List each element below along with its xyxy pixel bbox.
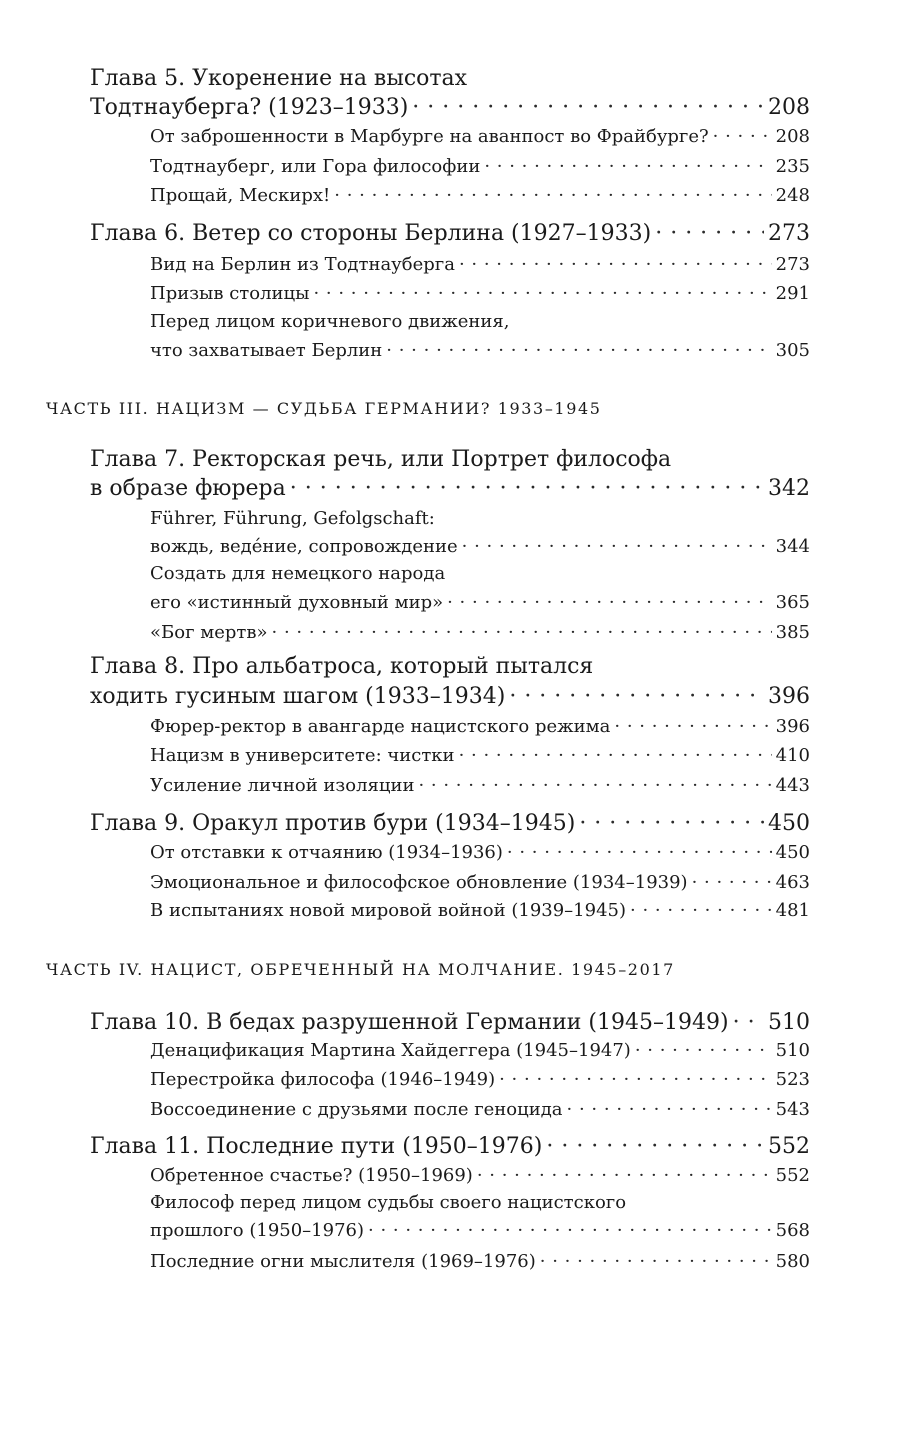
page-number: 543	[775, 1099, 810, 1120]
chapter-title: Глава 10. В бедах разрушенной Германии (1945–1949)	[90, 1010, 729, 1035]
page-number: 248	[775, 185, 810, 206]
page-number: 523	[775, 1069, 810, 1090]
toc-section-line	[150, 508, 810, 529]
dot-leader	[447, 592, 772, 613]
section-title: Эмоциональное и философское обновление (1934–1939)	[150, 872, 688, 893]
toc-chapter-line	[90, 221, 810, 246]
dot-leader	[334, 185, 771, 206]
section-title: Führer, Führung, Gefolgschaft:	[150, 508, 435, 529]
toc-chapter-line	[90, 1134, 810, 1159]
section-title: прошлого (1950–1976)	[150, 1220, 365, 1241]
dot-leader	[368, 1220, 772, 1241]
page-number: 344	[775, 536, 810, 557]
toc-section-line	[150, 1040, 810, 1061]
section-title: Тодтнауберг, или Гора философии	[150, 156, 481, 177]
dot-leader	[579, 811, 764, 836]
section-title: Обретенное счастье? (1950–1969)	[150, 1165, 473, 1186]
page-number: 410	[775, 745, 810, 766]
chapter-title: Глава 9. Оракул против бури (1934–1945)	[90, 811, 576, 836]
toc-section-line	[150, 1220, 810, 1241]
page-number: 396	[768, 684, 810, 709]
toc-section-line	[150, 254, 810, 275]
toc-section-line	[150, 842, 810, 863]
dot-leader	[418, 775, 771, 796]
section-title: Усиление личной изоляции	[150, 775, 415, 796]
toc-chapter-line	[90, 1010, 810, 1035]
page-number: 396	[775, 716, 810, 737]
page-number: 291	[775, 283, 810, 304]
page-number: 305	[775, 340, 810, 361]
toc-section-line	[150, 775, 810, 796]
toc-section-line	[150, 340, 810, 361]
chapter-title: Тодтнауберга? (1923–1933)	[90, 95, 409, 120]
chapter-title: Глава 11. Последние пути (1950–1976)	[90, 1134, 543, 1159]
toc-section-line	[150, 283, 810, 304]
page-number: 385	[775, 622, 810, 643]
toc-section-line	[150, 1099, 810, 1120]
page-number: 580	[775, 1251, 810, 1272]
dot-leader	[499, 1069, 772, 1090]
toc-section-line	[150, 563, 810, 584]
dot-leader	[692, 872, 772, 893]
chapter-title: Глава 8. Про альбатроса, который пытался	[90, 654, 594, 679]
section-title: Прощай, Мескирх!	[150, 185, 331, 206]
page-number: 450	[775, 842, 810, 863]
chapter-title: Глава 7. Ректорская речь, или Портрет философа	[90, 447, 672, 472]
toc-section-line	[150, 1069, 810, 1090]
dot-leader	[290, 476, 764, 501]
dot-leader	[462, 536, 772, 557]
section-title: От заброшенности в Марбурге на аванпост во Фрайбурге?	[150, 126, 709, 147]
section-title: Создать для немецкого народа	[150, 563, 446, 584]
section-title: его «истинный духовный мир»	[150, 592, 444, 613]
chapter-title: Глава 5. Укоренение на высотах	[90, 66, 468, 91]
toc-chapter-line	[90, 95, 810, 120]
toc-chapter-line	[90, 654, 810, 679]
toc-section-line	[150, 536, 810, 557]
page-number: 273	[775, 254, 810, 275]
dot-leader	[630, 900, 772, 921]
dot-leader	[713, 126, 772, 147]
toc-section-line	[150, 126, 810, 147]
toc-section-line	[150, 622, 810, 643]
dot-leader	[509, 684, 764, 709]
dot-leader	[567, 1099, 772, 1120]
section-title: Призыв столицы	[150, 283, 310, 304]
dot-leader	[733, 1010, 764, 1035]
page-number: 235	[775, 156, 810, 177]
page-number: 481	[775, 900, 810, 921]
chapter-title: в образе фюрера	[90, 476, 286, 501]
dot-leader	[477, 1165, 772, 1186]
toc-chapter-line	[90, 476, 810, 501]
section-title: Денацификация Мартина Хайдеггера (1945–1947)	[150, 1040, 631, 1061]
dot-leader	[614, 716, 771, 737]
page-number: 450	[768, 811, 810, 836]
toc-section-line	[150, 900, 810, 921]
page-number: 568	[775, 1220, 810, 1241]
section-title: Нацизм в университете: чистки	[150, 745, 455, 766]
toc-section-line	[150, 311, 810, 332]
chapter-title: Глава 6. Ветер со стороны Берлина (1927–1933)	[90, 221, 652, 246]
section-title: вождь, веде́ние, сопровождение	[150, 536, 458, 557]
section-title: Последние огни мыслителя (1969–1976)	[150, 1251, 536, 1272]
dot-leader	[459, 745, 772, 766]
section-title: Вид на Берлин из Тодтнауберга	[150, 254, 455, 275]
toc-chapter-line	[90, 684, 810, 709]
toc-section-line	[150, 745, 810, 766]
dot-leader	[635, 1040, 772, 1061]
page-number: 552	[768, 1134, 810, 1159]
section-title: «Бог мертв»	[150, 622, 268, 643]
toc-section-line	[150, 1251, 810, 1272]
dot-leader	[412, 95, 764, 120]
dot-leader	[313, 283, 771, 304]
page-number: 463	[775, 872, 810, 893]
page-number: 510	[775, 1040, 810, 1061]
section-title: Фюрер-ректор в авангарде нацистского режима	[150, 716, 611, 737]
dot-leader	[386, 340, 771, 361]
chapter-title: ходить гусиным шагом (1933–1934)	[90, 684, 506, 709]
dot-leader	[507, 842, 772, 863]
toc-chapter-line	[90, 811, 810, 836]
page-number: 208	[775, 126, 810, 147]
page-number: 273	[768, 221, 810, 246]
section-title: что захватывает Берлин	[150, 340, 383, 361]
toc-section-line	[150, 1192, 810, 1213]
dot-leader	[272, 622, 772, 643]
toc-section-line	[150, 716, 810, 737]
toc-chapter-line	[90, 66, 810, 91]
part-heading: ЧАСТЬ III. НАЦИЗМ — СУДЬБА ГЕРМАНИИ? 1933–1945	[46, 399, 602, 418]
toc-section-line	[150, 872, 810, 893]
toc-section-line	[150, 156, 810, 177]
toc-section-line	[150, 185, 810, 206]
page-number: 342	[768, 476, 810, 501]
section-title: От отставки к отчаянию (1934–1936)	[150, 842, 503, 863]
dot-leader	[655, 221, 764, 246]
page-number: 443	[775, 775, 810, 796]
section-title: Воссоединение с друзьями после геноцида	[150, 1099, 563, 1120]
page-number: 208	[768, 95, 810, 120]
dot-leader	[540, 1251, 772, 1272]
dot-leader	[546, 1134, 764, 1159]
toc-chapter-line	[90, 447, 810, 472]
page-number: 510	[768, 1010, 810, 1035]
part-heading: ЧАСТЬ IV. НАЦИСТ, ОБРЕЧЕННЫЙ НА МОЛЧАНИЕ. 1945–2017	[46, 960, 675, 979]
section-title: Философ перед лицом судьбы своего нацистского	[150, 1192, 627, 1213]
toc-section-line	[150, 592, 810, 613]
dot-leader	[459, 254, 772, 275]
page-number: 365	[775, 592, 810, 613]
page-number: 552	[775, 1165, 810, 1186]
dot-leader	[484, 156, 771, 177]
toc-section-line	[150, 1165, 810, 1186]
section-title: Перед лицом коричневого движения,	[150, 311, 510, 332]
section-title: В испытаниях новой мировой войной (1939–1945)	[150, 900, 627, 921]
section-title: Перестройка философа (1946–1949)	[150, 1069, 496, 1090]
